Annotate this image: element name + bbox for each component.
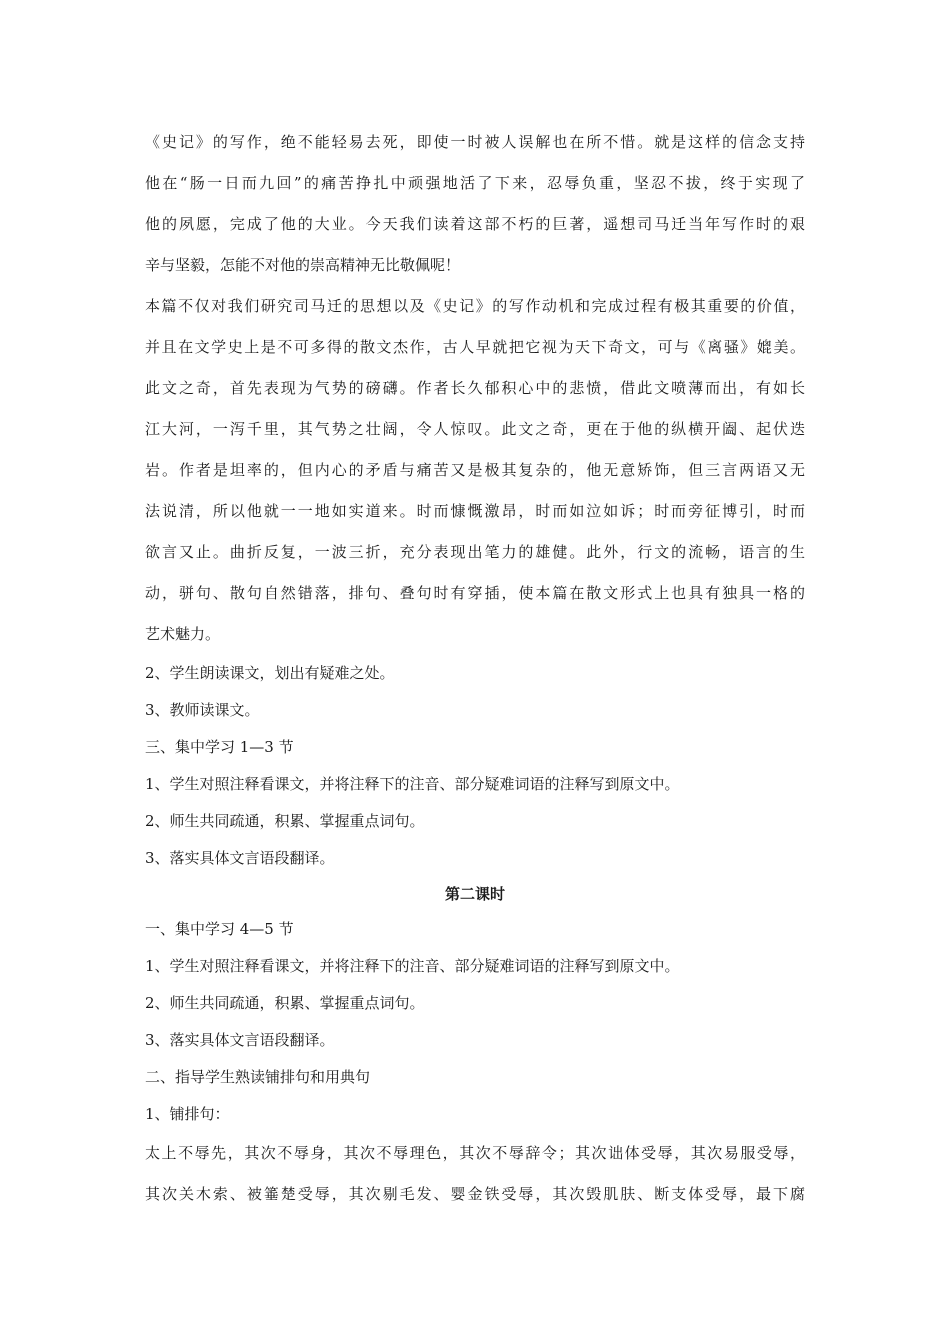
text-line: 辛与坚毅，怎能不对他的崇高精神无比敬佩呢！ <box>145 256 461 274</box>
list-item: 2、师生共同疏通，积累、掌握重点词句。 <box>145 994 425 1012</box>
section-heading-1-3: 三、集中学习 1—3 节 <box>145 738 294 756</box>
section-heading-4-5: 一、集中学习 4—5 节 <box>145 920 294 938</box>
text-line: 动，骈句、散句自然错落，排句、叠句时有穿插，使本篇在散文形式上也具有独具一格的 <box>145 584 805 602</box>
list-item: 3、教师读课文。 <box>145 701 260 719</box>
text-line: 法说清，所以他就一一地如实道来。时而慷慨激昂，时而如泣如诉；时而旁征博引，时而 <box>145 502 805 520</box>
text-line: 此文之奇，首先表现为气势的磅礴。作者长久郁积心中的悲愤，借此文喷薄而出，有如长 <box>145 379 805 397</box>
lesson-two-steps <box>145 911 805 1133</box>
text-line: 其次关木索、被箠楚受辱，其次剔毛发、婴金铁受辱，其次毁肌肤、断支体受辱，最下腐 <box>145 1185 805 1203</box>
lesson-one-steps <box>145 655 805 877</box>
list-item: 3、落实具体文言语段翻译。 <box>145 849 335 867</box>
text-line: 太上不辱先，其次不辱身，其次不辱理色，其次不辱辞令；其次诎体受辱，其次易服受辱， <box>145 1144 805 1162</box>
list-item: 2、师生共同疏通，积累、掌握重点词句。 <box>145 812 425 830</box>
list-item: 1、铺排句： <box>145 1105 230 1123</box>
paragraph-parallel-sentences <box>145 1133 805 1215</box>
text-line: 岩。作者是坦率的，但内心的矛盾与痛苦又是极其复杂的，他无意矫饰，但三言两语又无 <box>145 461 805 479</box>
text-line: 他在“肠一日而九回”的痛苦挣扎中顽强地活了下来，忍辱负重，坚忍不拔，终于实现了 <box>145 174 805 192</box>
list-item: 1、学生对照注释看课文，并将注释下的注音、部分疑难词语的注释写到原文中。 <box>145 775 680 793</box>
lesson-two-title: 第二课时 <box>444 885 505 903</box>
list-item: 3、落实具体文言语段翻译。 <box>145 1031 335 1049</box>
text-line: 本篇不仅对我们研究司马迁的思想以及《史记》的写作动机和完成过程有极其重要的价值， <box>145 297 805 315</box>
text-line: 并且在文学史上是不可多得的散文杰作，古人早就把它视为天下奇文，可与《离骚》媲美。 <box>145 338 805 356</box>
document-page <box>145 122 805 1215</box>
text-line: 艺术魅力。 <box>145 625 221 643</box>
list-item: 2、学生朗读课文，划出有疑难之处。 <box>145 664 395 682</box>
text-line: 《史记》的写作，绝不能轻易去死，即使一时被人误解也在所不惜。就是这样的信念支持 <box>145 133 805 151</box>
text-line: 欲言又止。曲折反复，一波三折，充分表现出笔力的雄健。此外，行文的流畅，语言的生 <box>145 543 805 561</box>
list-item: 1、学生对照注释看课文，并将注释下的注音、部分疑难词语的注释写到原文中。 <box>145 957 680 975</box>
text-line: 他的夙愿，完成了他的大业。今天我们读着这部不朽的巨著，遥想司马迁当年写作时的艰 <box>145 215 805 233</box>
paragraph-perseverance <box>145 122 805 286</box>
section-heading-reading: 二、指导学生熟读铺排句和用典句 <box>145 1068 371 1086</box>
text-line: 江大河，一泻千里，其气势之壮阔，令人惊叹。此文之奇，更在于他的纵横开阖、起伏迭 <box>145 420 805 438</box>
paragraph-literary-value <box>145 286 805 655</box>
